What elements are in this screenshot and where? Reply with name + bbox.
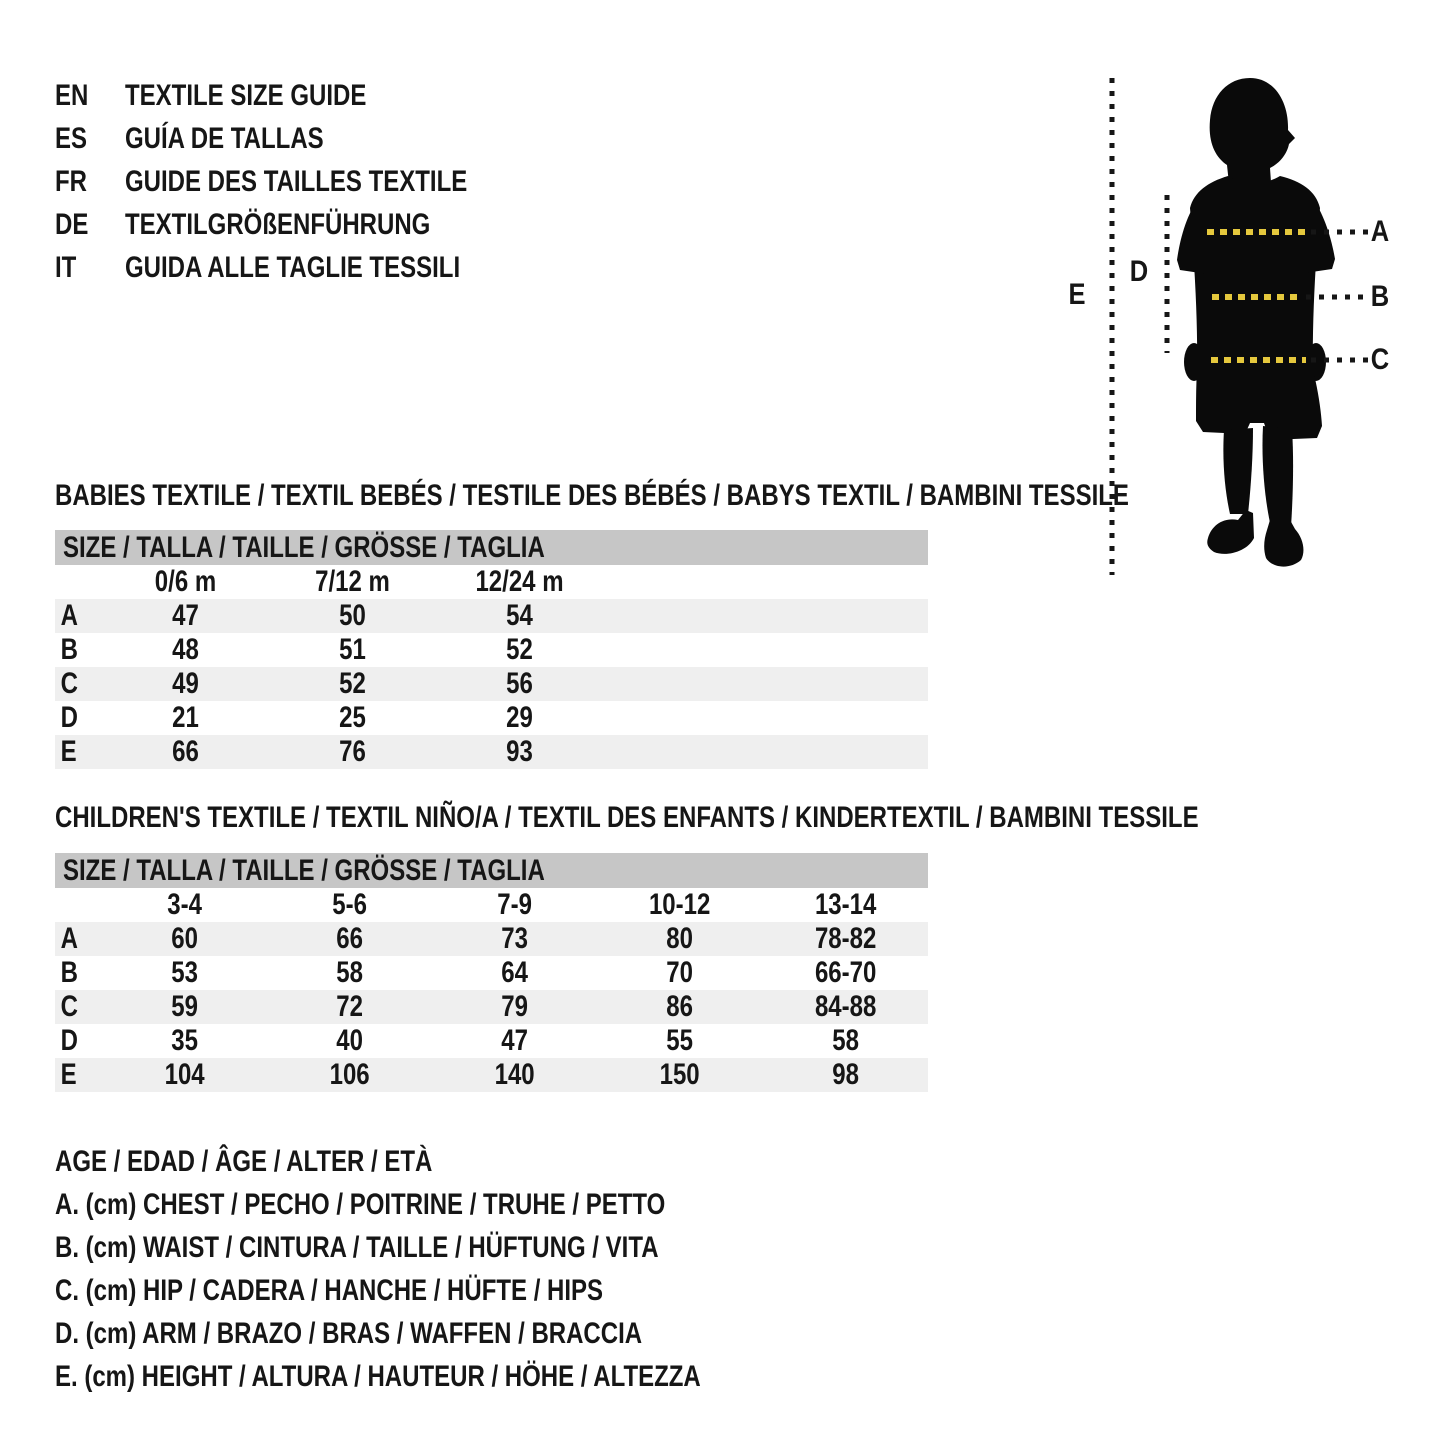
lang-row-fr xyxy=(55,160,553,203)
cell-value: 76 xyxy=(339,735,366,768)
column-header: 7/12 m xyxy=(315,565,390,598)
babies-column-header-row xyxy=(55,565,928,599)
table-row xyxy=(55,990,928,1024)
row-label: B xyxy=(60,956,78,989)
lang-code: ES xyxy=(55,121,88,155)
measure-label-b: B xyxy=(1370,280,1390,313)
row-label: E xyxy=(60,1058,77,1091)
cell-value: 66-70 xyxy=(814,956,877,989)
babies-size-header-bar: SIZE / TALLA / TAILLE / GRÖSSE / TAGLIA xyxy=(55,530,928,565)
cell-value: 49 xyxy=(172,667,199,700)
cell-value: 70 xyxy=(666,956,694,989)
lang-code: DE xyxy=(55,207,89,241)
lang-code: IT xyxy=(55,250,77,284)
row-label: C xyxy=(60,990,78,1023)
row-label: A xyxy=(60,922,78,955)
cell-value: 52 xyxy=(339,667,366,700)
cell-value: 66 xyxy=(336,922,363,955)
cell-value: 106 xyxy=(329,1058,370,1091)
cell-value: 40 xyxy=(336,1024,363,1057)
column-header: 5-6 xyxy=(332,888,367,921)
row-label: C xyxy=(60,667,78,700)
table-row xyxy=(55,633,928,667)
legend-arm: D. (cm) ARM / BRAZO / BRAS / WAFFEN / BRACCIA xyxy=(55,1316,643,1350)
cell-value: 66 xyxy=(172,735,199,768)
cell-value: 50 xyxy=(339,599,366,632)
measure-label-a: A xyxy=(1370,215,1390,248)
table-row xyxy=(55,956,928,990)
measure-label-e: E xyxy=(1068,278,1086,311)
table-row xyxy=(55,735,928,769)
measurement-legend xyxy=(55,1140,862,1398)
row-label: A xyxy=(60,599,78,632)
cell-value: 47 xyxy=(172,599,199,632)
table-row xyxy=(55,599,928,633)
cell-value: 29 xyxy=(506,701,533,734)
guide-title-fr: GUIDE DES TAILLES TEXTILE xyxy=(125,164,468,198)
cell-value: 51 xyxy=(339,633,366,666)
cell-value: 86 xyxy=(666,990,694,1023)
table-row xyxy=(55,1024,928,1058)
column-header: 3-4 xyxy=(166,888,202,921)
table-row xyxy=(55,701,928,735)
lang-row-it xyxy=(55,246,553,289)
guide-title-en: TEXTILE SIZE GUIDE xyxy=(125,78,367,112)
guide-title-es: GUÍA DE TALLAS xyxy=(125,121,324,155)
children-column-header-row xyxy=(55,888,928,922)
row-label: E xyxy=(60,735,77,768)
cell-value: 35 xyxy=(170,1024,198,1057)
children-size-table xyxy=(55,853,928,1092)
measure-label-d: D xyxy=(1129,255,1149,288)
guide-title-de: TEXTILGRÖßENFÜHRUNG xyxy=(125,207,431,241)
lang-row-es xyxy=(55,117,553,160)
column-header: 0/6 m xyxy=(154,565,217,598)
cell-value: 56 xyxy=(506,667,533,700)
measure-label-c: C xyxy=(1370,343,1390,376)
table-row xyxy=(55,1058,928,1092)
row-label: D xyxy=(60,701,78,734)
cell-value: 25 xyxy=(339,701,366,734)
cell-value: 21 xyxy=(172,701,199,734)
children-size-header-bar: SIZE / TALLA / TAILLE / GRÖSSE / TAGLIA xyxy=(55,853,928,888)
cell-value: 58 xyxy=(336,956,363,989)
cell-value: 53 xyxy=(170,956,198,989)
legend-height: E. (cm) HEIGHT / ALTURA / HAUTEUR / HÖHE / ALTEZZA xyxy=(55,1359,701,1393)
cell-value: 104 xyxy=(164,1058,205,1091)
lang-code: EN xyxy=(55,78,89,112)
cell-value: 93 xyxy=(506,735,533,768)
lang-row-de xyxy=(55,203,553,246)
column-header: 7-9 xyxy=(497,888,533,921)
legend-waist: B. (cm) WAIST / CINTURA / TAILLE / HÜFTUNG / VITA xyxy=(55,1230,659,1264)
cell-value: 79 xyxy=(501,990,529,1023)
cell-value: 55 xyxy=(666,1024,694,1057)
row-label: B xyxy=(60,633,78,666)
cell-value: 54 xyxy=(506,599,533,632)
lang-row-en xyxy=(55,74,553,117)
cell-value: 60 xyxy=(170,922,198,955)
table-row xyxy=(55,922,928,956)
row-label: D xyxy=(60,1024,78,1057)
cell-value: 47 xyxy=(501,1024,529,1057)
cell-value: 58 xyxy=(832,1024,859,1057)
measurement-figure xyxy=(1050,60,1445,620)
cell-value: 80 xyxy=(666,922,694,955)
column-header: 10-12 xyxy=(649,888,711,921)
babies-size-table xyxy=(55,530,928,769)
cell-value: 48 xyxy=(172,633,199,666)
cell-value: 98 xyxy=(832,1058,859,1091)
cell-value: 52 xyxy=(506,633,533,666)
cell-value: 64 xyxy=(501,956,529,989)
children-section-title: CHILDREN'S TEXTILE / TEXTIL NIÑO/A / TEXTIL DES ENFANTS / KINDERTEXTIL / BAMBINI TESSILE xyxy=(55,801,1199,834)
cell-value: 150 xyxy=(660,1058,701,1091)
legend-chest: A. (cm) CHEST / PECHO / POITRINE / TRUHE / PETTO xyxy=(55,1187,666,1221)
column-header: 12/24 m xyxy=(475,565,564,598)
cell-value: 73 xyxy=(501,922,529,955)
cell-value: 72 xyxy=(336,990,363,1023)
legend-hip: C. (cm) HIP / CADERA / HANCHE / HÜFTE / HIPS xyxy=(55,1273,604,1307)
cell-value: 59 xyxy=(170,990,198,1023)
cell-value: 78-82 xyxy=(814,922,877,955)
child-silhouette-graphic xyxy=(1050,60,1445,620)
language-header xyxy=(55,74,553,289)
cell-value: 140 xyxy=(494,1058,535,1091)
lang-code: FR xyxy=(55,164,87,198)
table-row xyxy=(55,667,928,701)
babies-section-title: BABIES TEXTILE / TEXTIL BEBÉS / TESTILE DES BÉBÉS / BABYS TEXTIL / BAMBINI TESSILE xyxy=(55,479,1129,512)
legend-age: AGE / EDAD / ÂGE / ALTER / ETÀ xyxy=(55,1144,433,1178)
column-header: 13-14 xyxy=(814,888,877,921)
cell-value: 84-88 xyxy=(814,990,877,1023)
guide-title-it: GUIDA ALLE TAGLIE TESSILI xyxy=(125,250,461,284)
